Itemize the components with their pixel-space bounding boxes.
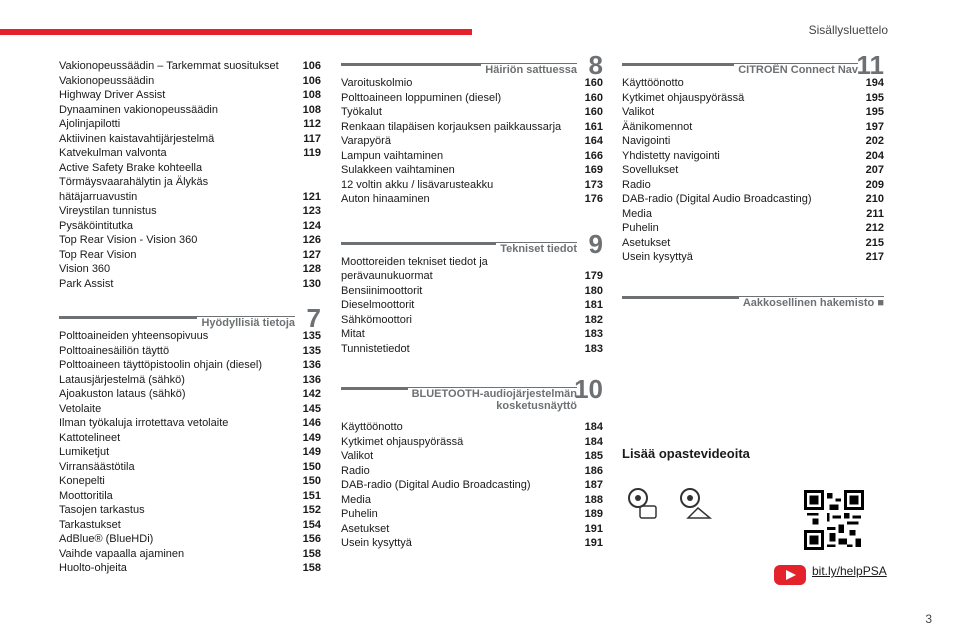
video-steering-wheel-icon [626,486,666,526]
toc-list-section-8 [341,76,603,207]
toc-entry-title: Sovellukset [622,164,679,176]
toc-entry[interactable] [622,149,884,164]
toc-entry-page: 202 [865,135,884,147]
toc-entry-title: Vireystilan tunnistus [59,205,157,217]
section-title: CITROËN Connect Nav [734,64,858,76]
toc-entry[interactable] [622,221,884,236]
toc-entry[interactable] [341,420,603,435]
toc-entry-title: Työkalut [341,106,382,118]
toc-entry-title: Virransäästötila [59,460,135,473]
toc-entry[interactable] [59,373,321,388]
toc-entry-page: 210 [865,193,884,205]
toc-entry[interactable] [622,207,884,222]
toc-entry-title: Media [622,207,652,220]
toc-entry-title: Dynaaminen vakionopeussäädin [59,103,218,116]
toc-entry-title: Varoituskolmio [341,77,413,89]
toc-entry[interactable] [59,387,321,402]
toc-entry-page: 189 [584,508,603,520]
toc-entry-page: 130 [302,277,321,290]
toc-entry-page: 136 [302,373,321,386]
toc-entry[interactable] [341,178,603,193]
toc-entry[interactable] [622,250,884,265]
toc-entry[interactable] [341,255,603,270]
toc-entry-title: Highway Driver Assist [59,89,166,101]
toc-entry-title: Ajolinjapilotti [59,118,121,130]
toc-entry-page: 186 [584,464,603,477]
toc-entry[interactable] [341,284,603,299]
toc-entry-page: 127 [302,248,321,261]
toc-entry[interactable] [59,489,321,504]
toc-entry[interactable] [622,120,884,135]
toc-entry[interactable] [59,474,321,489]
toc-entry-page: 154 [302,518,321,531]
toc-entry[interactable] [59,460,321,475]
help-videos-link[interactable]: bit.ly/helpPSA [812,564,887,578]
toc-entry-title: Polttoaineiden yhteensopivuus [59,330,209,342]
toc-entry[interactable] [622,91,884,106]
section-title-line-1: BLUETOOTH-audiojärjestelmän [411,388,577,400]
toc-entry[interactable] [341,91,603,106]
toc-entry-title: Käyttöönotto [622,77,684,89]
toc-entry-page: 112 [303,118,321,130]
toc-entry-page: 150 [302,475,321,487]
toc-entry-page: 136 [302,359,321,371]
toc-entry-page: 106 [302,60,321,72]
toc-entry-title: Asetukset [622,236,671,249]
toc-entry[interactable] [341,342,603,357]
toc-entry[interactable] [341,536,603,551]
index-mark: ■ [877,296,884,309]
toc-entry[interactable] [59,532,321,547]
toc-entry-page: 184 [584,435,603,448]
toc-entry-page: 160 [584,106,603,118]
toc-entry[interactable] [59,248,321,263]
toc-entry-title: Yhdistetty navigointi [622,149,720,162]
toc-list-section-9 [341,255,603,357]
toc-entry-page: 183 [584,328,603,340]
toc-entry-title: Lampun vaihtaminen [341,149,444,162]
toc-entry-title: Konepelti [59,475,105,487]
toc-entry[interactable] [341,493,603,508]
toc-entry-page: 181 [584,299,603,311]
toc-entry[interactable] [341,298,603,313]
toc-list-section-7 [59,329,321,576]
toc-entry-title: Vakionopeussäädin – Tarkemmat suositukset [59,60,279,72]
toc-entry-title: Renkaan tilapäisen korjauksen paikkaussarja [341,120,562,133]
toc-entry-title: Asetukset [341,522,390,535]
section-number: 9 [588,228,603,259]
toc-entry[interactable] [341,120,603,135]
toc-entry-title: Tunnistetiedot [341,342,410,355]
toc-entry-title: DAB-radio (Digital Audio Broadcasting) [622,193,812,205]
section-number: 10 [574,374,603,404]
toc-entry-title: Kytkimet ohjauspyörässä [622,91,745,104]
toc-entry-title: Polttoaineen täyttöpistoolin ohjain (diesel) [59,359,263,371]
toc-entry-title: Puhelin [622,222,659,234]
toc-list-section-11 [622,76,884,265]
video-car-icon [678,486,718,526]
section-title [408,388,577,412]
toc-entry[interactable] [341,449,603,464]
toc-column-1 [59,59,321,576]
toc-entry-title: Moottoreiden tekniset tiedot ja [341,255,488,268]
toc-entry[interactable] [341,134,603,149]
section-header-8 [341,50,603,80]
top-accent-bar [0,29,472,35]
toc-entry[interactable] [59,204,321,219]
videos-title: Lisää opastevideoita [622,446,750,461]
toc-entry-page: 119 [303,147,321,159]
toc-entry-page: 185 [584,450,603,462]
toc-entry-title: Pysäköintitutka [59,219,133,232]
toc-entry[interactable] [59,518,321,533]
toc-entry-title: Polttoainesäiliön täyttö [59,344,170,357]
toc-entry-page: 194 [865,77,884,89]
toc-entry-title: Valikot [622,106,655,118]
toc-entry[interactable] [341,313,603,328]
toc-entry-page: 183 [584,342,603,355]
toc-entry[interactable] [341,163,603,178]
toc-entry-page: 152 [302,504,321,516]
section-header-7 [59,303,321,333]
toc-entry-title: Vakionopeussäädin [59,74,155,87]
toc-entry-title: Active Safety Brake kohteella [59,161,203,174]
toc-entry-page: 197 [865,120,884,133]
toc-column-2 [341,52,603,551]
toc-entry-page: 187 [584,479,603,491]
section-title-line-2: kosketusnäyttö [496,400,577,412]
toc-entry-title: Törmäysvaarahälytin ja Älykäs [59,176,209,188]
toc-entry-title: Sähkömoottori [341,313,412,326]
toc-entry[interactable] [59,561,321,576]
toc-entry-page: 209 [865,178,884,191]
toc-entry-title: DAB-radio (Digital Audio Broadcasting) [341,479,531,491]
toc-entry-page: 150 [302,460,321,473]
toc-entry-title: Puhelin [341,508,378,520]
toc-entry-page: 164 [584,135,603,147]
toc-entry[interactable] [622,192,884,207]
toc-entry-title: Tasojen tarkastus [59,504,145,516]
toc-entry[interactable] [59,503,321,518]
qr-code-icon[interactable] [804,490,864,550]
toc-entry-title: Usein kysyttyä [341,537,412,549]
toc-entry[interactable] [341,149,603,164]
toc-entry-page: 191 [584,522,603,535]
toc-entry-title: Top Rear Vision - Vision 360 [59,234,198,246]
toc-entry-title: Dieselmoottorit [341,299,415,311]
toc-list-section-10 [341,420,603,551]
section-header-index [622,285,884,309]
section-header-11 [622,50,884,80]
toc-entry-page: 124 [302,219,321,232]
toc-entry-page: 195 [865,91,884,104]
toc-entry-page: 128 [302,263,321,275]
toc-entry-title: Katvekulman valvonta [59,147,167,159]
toc-entry-title: Top Rear Vision [59,248,137,261]
toc-entry-title: Moottoritila [59,489,113,502]
toc-entry-page: 212 [865,222,884,234]
toc-entry[interactable] [59,445,321,460]
toc-entry-page: 195 [865,106,884,118]
toc-entry-page: 108 [302,103,321,116]
toc-entry-title: Radio [341,464,370,477]
toc-entry-title: AdBlue® (BlueHDi) [59,533,154,545]
toc-entry-title: Auton hinaaminen [341,193,430,205]
toc-entry[interactable] [341,507,603,522]
toc-entry-title: Bensiinimoottorit [341,284,423,297]
toc-entry-page: 161 [584,120,603,133]
toc-entry-page: 108 [302,89,321,101]
toc-entry[interactable] [59,547,321,562]
toc-entry-page: 123 [302,205,321,217]
toc-entry[interactable] [341,269,603,284]
toc-entry-page: 188 [584,493,603,506]
toc-entry[interactable] [59,402,321,417]
toc-entry-title: Radio [622,178,651,191]
toc-entry[interactable] [341,522,603,537]
toc-list-driving-aids [59,59,321,291]
toc-entry-page: 149 [302,431,321,444]
toc-entry[interactable] [59,74,321,89]
toc-entry[interactable] [341,478,603,493]
toc-entry-page: 151 [302,489,321,502]
toc-entry[interactable] [59,219,321,234]
toc-entry-page: 158 [302,547,321,560]
toc-entry-title: Vetolaite [59,402,102,415]
toc-entry[interactable] [341,435,603,450]
toc-entry-page: 166 [584,149,603,162]
toc-entry-page: 142 [302,388,321,400]
toc-entry-title: Äänikomennot [622,120,693,133]
toc-entry[interactable] [59,175,321,190]
toc-entry-title: Kattotelineet [59,431,121,444]
toc-entry[interactable] [59,233,321,248]
toc-entry-page: 160 [584,77,603,89]
toc-entry[interactable] [59,146,321,161]
toc-entry-title: Aktiivinen kaistavahtijärjestelmä [59,132,215,145]
toc-entry[interactable] [59,103,321,118]
toc-entry-page: 121 [302,190,321,203]
toc-entry-page: 173 [584,178,603,191]
section-header-9 [341,228,603,259]
toc-entry-page: 158 [302,562,321,574]
section-number: 7 [306,303,321,333]
toc-entry-page: 217 [865,251,884,263]
toc-entry[interactable] [59,329,321,344]
toc-entry-page: 126 [302,234,321,246]
toc-entry-title: Navigointi [622,135,671,147]
toc-entry-page: 146 [302,417,321,429]
toc-entry[interactable] [622,105,884,120]
index-title: Aakkosellinen hakemisto [742,296,875,309]
toc-entry[interactable] [59,88,321,103]
toc-entry-title: Usein kysyttyä [622,251,693,263]
toc-entry[interactable] [341,464,603,479]
section-title: Hyödyllisiä tietoja [197,317,295,329]
toc-entry[interactable] [622,163,884,178]
section-title: Häiriön sattuessa [481,64,577,76]
toc-entry-title: Lumiketjut [59,446,110,458]
toc-entry-page: 169 [584,164,603,176]
section-header-10 [341,376,603,412]
toc-entry-title: 12 voltin akku / lisävarusteakku [341,178,494,191]
toc-entry-page: 160 [584,91,603,104]
toc-entry[interactable] [59,190,321,205]
toc-entry-page: 156 [302,533,321,545]
section-title [739,297,884,309]
toc-entry[interactable] [622,178,884,193]
toc-entry[interactable] [622,76,884,91]
toc-entry-title: Vision 360 [59,263,111,275]
toc-entry-page: 135 [302,330,321,342]
toc-entry-title: Media [341,493,371,506]
section-number: 8 [588,50,603,80]
toc-entry[interactable] [622,134,884,149]
section-number: 11 [856,50,884,80]
toc-entry[interactable] [59,416,321,431]
toc-entry[interactable] [59,132,321,147]
toc-entry-page: 117 [303,132,321,145]
toc-entry-page: 182 [584,313,603,326]
toc-entry-title: Tarkastukset [59,518,121,531]
toc-entry-page: 135 [302,344,321,357]
toc-entry-title: Ajoakuston lataus (sähkö) [59,388,186,400]
toc-entry-title: Latausjärjestelmä (sähkö) [59,373,185,386]
toc-entry-page: 191 [584,537,603,549]
toc-entry[interactable] [341,327,603,342]
toc-entry-page: 149 [302,446,321,458]
toc-entry[interactable] [59,262,321,277]
section-title: Tekniset tiedot [496,243,577,255]
toc-entry-title: Varapyörä [341,135,391,147]
toc-entry-page: 184 [584,421,603,433]
toc-entry-title: Mitat [341,328,365,340]
toc-entry-title: Huolto-ohjeita [59,562,127,574]
toc-entry[interactable] [341,192,603,207]
page-number: 3 [925,612,932,626]
toc-entry-title: perävaunukuormat [341,270,433,282]
toc-entry[interactable] [59,431,321,446]
toc-entry-page: 207 [865,164,884,176]
toc-column-3 [622,52,884,309]
toc-entry-title: Sulakkeen vaihtaminen [341,164,455,176]
toc-entry-page: 176 [584,193,603,205]
toc-entry-title: Polttoaineen loppuminen (diesel) [341,91,502,104]
toc-entry[interactable] [59,117,321,132]
toc-entry-title: Ilman työkaluja irrotettava vetolaite [59,417,229,429]
toc-entry[interactable] [341,105,603,120]
toc-entry[interactable] [59,161,321,176]
toc-entry[interactable] [59,59,321,74]
toc-entry-page: 145 [302,402,321,415]
toc-entry-page: 211 [866,207,884,220]
toc-entry[interactable] [59,344,321,359]
toc-entry-title: Käyttöönotto [341,421,403,433]
page-header-title: Sisällysluettelo [808,23,888,37]
toc-entry-title: Kytkimet ohjauspyörässä [341,435,464,448]
toc-entry[interactable] [622,236,884,251]
toc-entry[interactable] [59,358,321,373]
toc-entry-page: 179 [584,270,603,282]
toc-entry[interactable] [59,277,321,292]
toc-entry-page: 180 [584,284,603,297]
youtube-icon[interactable] [774,565,806,585]
toc-entry-title: hätäjarruavustin [59,190,138,203]
toc-entry-title: Vaihde vapaalla ajaminen [59,547,185,560]
toc-entry-page: 106 [302,74,321,87]
toc-entry-page: 215 [865,236,884,249]
toc-entry-title: Valikot [341,450,374,462]
toc-entry-title: Park Assist [59,277,114,290]
toc-entry-page: 204 [865,149,884,162]
toc-entry[interactable] [341,76,603,91]
